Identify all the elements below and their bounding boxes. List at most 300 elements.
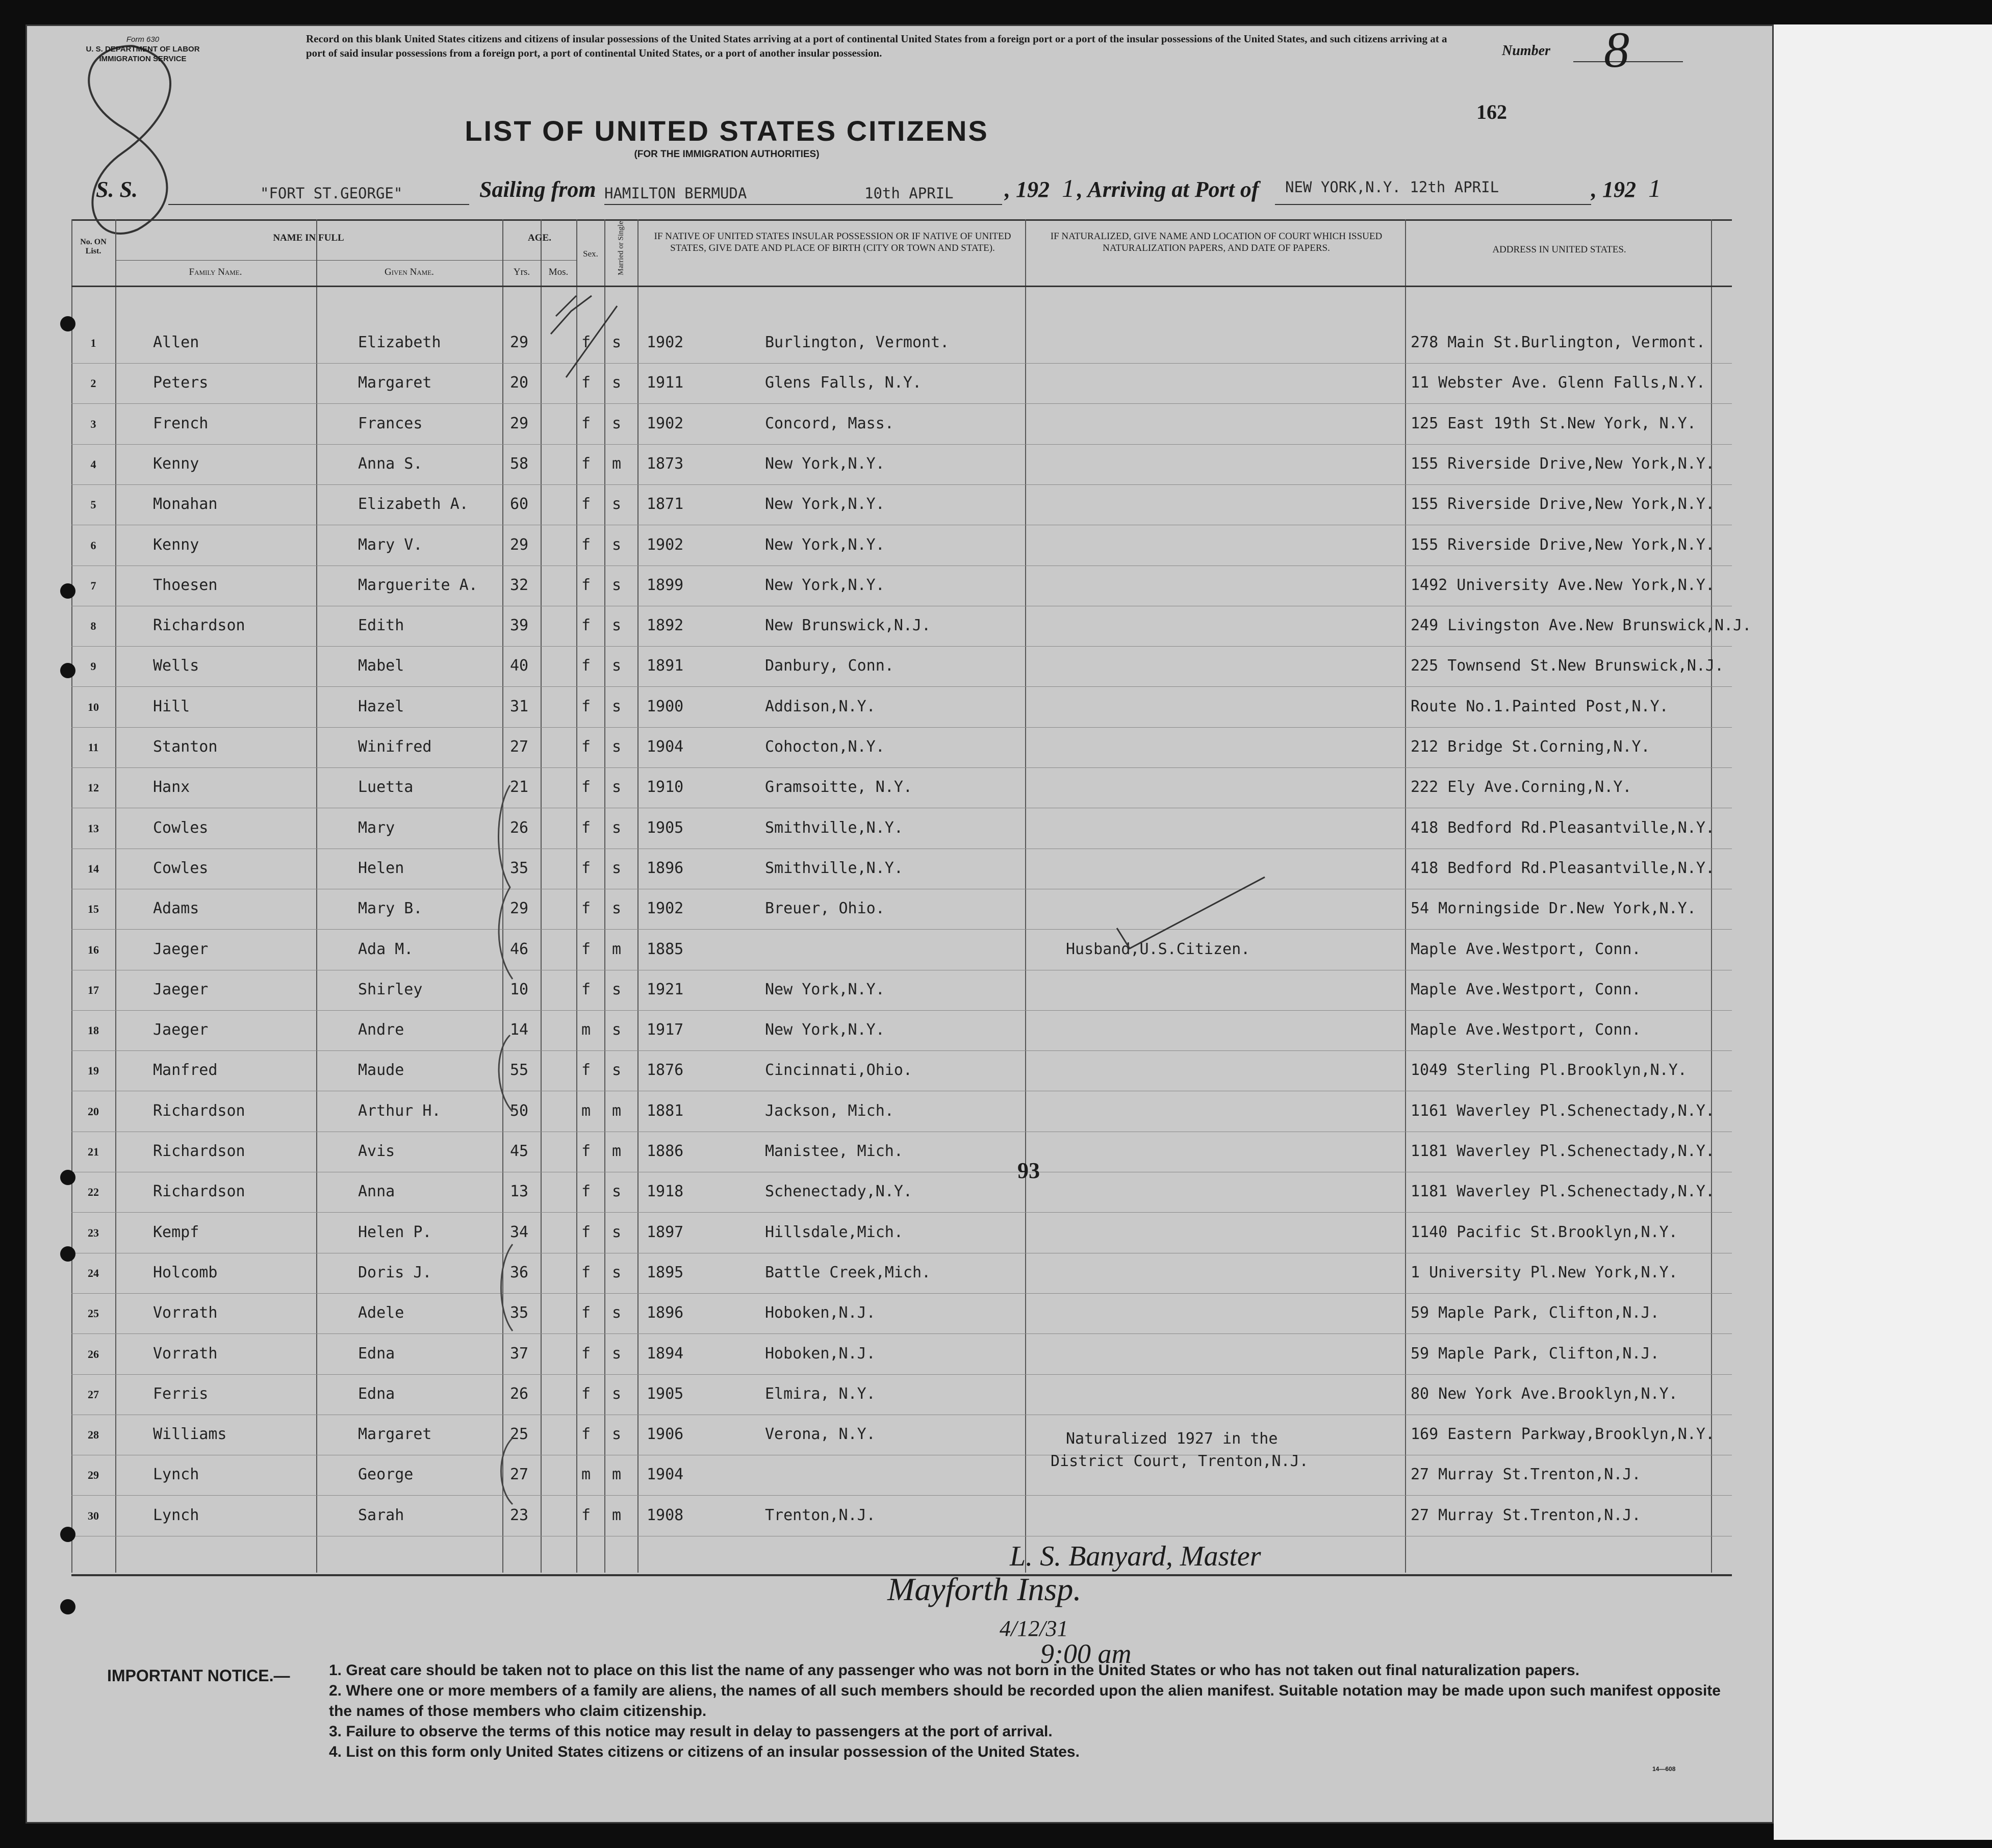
family-name: Thoesen — [153, 576, 218, 594]
birth-year: 1904 — [647, 738, 684, 756]
given-name: Ada M. — [358, 940, 414, 958]
row-number: 3 — [90, 417, 96, 430]
notice-label: IMPORTANT NOTICE.— — [107, 1666, 290, 1685]
marital-status: s — [612, 414, 622, 432]
row-number: 16 — [88, 943, 99, 956]
given-name: Adele — [358, 1304, 404, 1322]
sex: m — [581, 1101, 591, 1120]
family-name: Wells — [153, 657, 199, 675]
row-number: 5 — [90, 498, 96, 511]
birth-place: New York,N.Y. — [765, 495, 885, 514]
family-name: Williams — [153, 1425, 227, 1444]
marital-status: s — [612, 617, 622, 635]
form-instructions: Record on this blank United States citizens and citizens of insular possessions of the United States arriving at a port of continental United States from a foreign port or a port of the insular possessions of the United States, and such citizens arriving at a port of said insular possessions from a foreign port, a port of continental United States, or a port of another insular possession. — [306, 33, 1447, 59]
sex: f — [581, 1142, 591, 1160]
age-years: 32 — [510, 576, 529, 594]
departure-date: 10th APRIL — [864, 185, 954, 202]
birth-year: 1900 — [647, 697, 684, 715]
family-name: Vorrath — [153, 1344, 218, 1363]
marital-status: m — [612, 940, 622, 958]
family-name: Ferris — [153, 1384, 209, 1403]
sex: f — [581, 1223, 591, 1241]
sex: f — [581, 495, 591, 514]
ship-underline — [168, 204, 469, 205]
row-rule — [71, 1293, 1732, 1294]
year-prefix-2: , 192 — [1591, 177, 1636, 202]
age-subheader-divider — [502, 260, 576, 261]
age-years: 46 — [510, 940, 529, 958]
age-years: 58 — [510, 454, 529, 473]
age-years: 29 — [510, 414, 529, 432]
header-name-in-full: NAME IN FULL — [273, 233, 344, 243]
marital-status: m — [612, 1506, 622, 1524]
birth-place: New York,N.Y. — [765, 980, 885, 998]
marital-status: s — [612, 1183, 622, 1201]
row-number: 6 — [90, 538, 96, 552]
marital-status: s — [612, 333, 622, 351]
marital-status: s — [612, 859, 622, 877]
us-address: 222 Ely Ave.Corning,N.Y. — [1411, 778, 1632, 797]
family-name: Lynch — [153, 1466, 199, 1484]
marital-status: s — [612, 535, 622, 554]
birth-year: 1902 — [647, 900, 684, 918]
row-number: 30 — [88, 1509, 99, 1522]
us-address: 54 Morningside Dr.New York,N.Y. — [1411, 900, 1696, 918]
age-years: 10 — [510, 980, 529, 998]
birth-year: 1902 — [647, 535, 684, 554]
row-number: 19 — [88, 1064, 99, 1077]
us-address: 27 Murray St.Trenton,N.J. — [1411, 1506, 1641, 1524]
birth-year: 1885 — [647, 940, 684, 958]
binder-hole — [60, 583, 75, 599]
birth-year: 1904 — [647, 1466, 684, 1484]
sex: m — [581, 1466, 591, 1484]
us-address: Maple Ave.Westport, Conn. — [1411, 940, 1641, 958]
marital-status: s — [612, 1304, 622, 1322]
us-address: 59 Maple Park, Clifton,N.J. — [1411, 1344, 1659, 1363]
family-name: Peters — [153, 374, 209, 392]
arrival-port-date: NEW YORK,N.Y. 12th APRIL — [1285, 178, 1499, 196]
age-years: 27 — [510, 1466, 529, 1484]
col-divider — [1405, 219, 1406, 1573]
family-name: Hanx — [153, 778, 190, 797]
age-years: 20 — [510, 374, 529, 392]
given-name: Elizabeth — [358, 333, 441, 351]
notice-item-4: 4. List on this form only United States citizens or citizens of an insular possession of the United States. — [329, 1743, 1080, 1760]
header-sex: Sex. — [583, 249, 598, 259]
marital-status: s — [612, 495, 622, 514]
birth-year: 1899 — [647, 576, 684, 594]
age-years: 36 — [510, 1263, 529, 1281]
row-number: 24 — [88, 1266, 99, 1279]
marital-status: s — [612, 1425, 622, 1444]
sex: f — [581, 697, 591, 715]
row-number: 7 — [90, 579, 96, 592]
birth-year: 1881 — [647, 1101, 684, 1120]
given-name: Arthur H. — [358, 1101, 441, 1120]
given-name: Mary V. — [358, 535, 423, 554]
birth-place: Glens Falls, N.Y. — [765, 374, 922, 392]
family-name: Allen — [153, 333, 199, 351]
family-name: Richardson — [153, 1142, 245, 1160]
given-name: Luetta — [358, 778, 414, 797]
document-subtitle: (FOR THE IMMIGRATION AUTHORITIES) — [634, 149, 820, 160]
given-name: Anna — [358, 1183, 395, 1201]
sailing-underline — [604, 204, 1002, 205]
us-address: 1181 Waverley Pl.Schenectady,N.Y. — [1411, 1183, 1715, 1201]
given-name: Hazel — [358, 697, 404, 715]
birth-year: 1905 — [647, 818, 684, 837]
marital-status: m — [612, 1466, 622, 1484]
binder-hole — [60, 1170, 75, 1185]
birth-place: Cohocton,N.Y. — [765, 738, 885, 756]
birth-place: Breuer, Ohio. — [765, 900, 885, 918]
age-years: 37 — [510, 1344, 529, 1363]
family-name: Monahan — [153, 495, 218, 514]
family-name: Hill — [153, 697, 190, 715]
marital-status: s — [612, 1344, 622, 1363]
family-name: Jaeger — [153, 940, 209, 958]
age-years: 31 — [510, 697, 529, 715]
us-address: 1161 Waverley Pl.Schenectady,N.Y. — [1411, 1101, 1715, 1120]
given-name: Edna — [358, 1384, 395, 1403]
sex: f — [581, 900, 591, 918]
age-years: 60 — [510, 495, 529, 514]
row-number: 25 — [88, 1307, 99, 1320]
marital-status: s — [612, 818, 622, 837]
birth-place: Danbury, Conn. — [765, 657, 894, 675]
sex: f — [581, 940, 591, 958]
birth-place: New York,N.Y. — [765, 535, 885, 554]
marital-status: s — [612, 657, 622, 675]
marital-status: m — [612, 454, 622, 473]
given-name: Elizabeth A. — [358, 495, 469, 514]
us-address: 59 Maple Park, Clifton,N.J. — [1411, 1304, 1659, 1322]
birth-place: Hoboken,N.J. — [765, 1344, 876, 1363]
birth-place: Elmira, N.Y. — [765, 1384, 876, 1403]
family-name: Holcomb — [153, 1263, 218, 1281]
family-name: Cowles — [153, 859, 209, 877]
sex: f — [581, 414, 591, 432]
row-number: 28 — [88, 1428, 99, 1442]
ship-name: "FORT ST.GEORGE" — [260, 185, 403, 202]
us-address: 249 Livingston Ave.New Brunswick,N.J. — [1411, 617, 1752, 635]
sex: f — [581, 454, 591, 473]
sex: f — [581, 576, 591, 594]
us-address: 27 Murray St.Trenton,N.J. — [1411, 1466, 1641, 1484]
us-address: 1181 Waverley Pl.Schenectady,N.Y. — [1411, 1142, 1715, 1160]
given-name: Helen P. — [358, 1223, 432, 1241]
marital-status: s — [612, 1021, 622, 1039]
marital-status: s — [612, 1384, 622, 1403]
age-years: 29 — [510, 333, 529, 351]
arrival-underline — [1275, 204, 1591, 205]
row-rule — [71, 767, 1732, 768]
marital-status: s — [612, 900, 622, 918]
row-rule — [71, 403, 1732, 404]
arriving-label: , Arriving at Port of — [1077, 177, 1259, 202]
given-name: Marguerite A. — [358, 576, 478, 594]
marital-status: s — [612, 778, 622, 797]
row-rule — [71, 929, 1732, 930]
age-years: 27 — [510, 738, 529, 756]
sex: f — [581, 1304, 591, 1322]
service-name: IMMIGRATION SERVICE — [99, 55, 187, 63]
us-address: Maple Ave.Westport, Conn. — [1411, 980, 1641, 998]
birth-place: Burlington, Vermont. — [765, 333, 950, 351]
row-number: 2 — [90, 377, 96, 390]
form-number: Form 630 — [126, 35, 160, 44]
sex: f — [581, 778, 591, 797]
age-years: 45 — [510, 1142, 529, 1160]
row-number: 14 — [88, 862, 99, 875]
row-rule — [71, 646, 1732, 647]
row-number: 1 — [90, 337, 96, 349]
department-name: U. S. DEPARTMENT OF LABOR — [86, 45, 200, 54]
sex: f — [581, 333, 591, 351]
row-number: 29 — [88, 1469, 99, 1482]
us-address: Maple Ave.Westport, Conn. — [1411, 1021, 1641, 1039]
us-address: 1 University Pl.New York,N.Y. — [1411, 1263, 1678, 1281]
row-rule — [71, 1050, 1732, 1051]
birth-place: Cincinnati,Ohio. — [765, 1061, 912, 1080]
birth-place: Concord, Mass. — [765, 414, 894, 432]
us-address: 155 Riverside Drive,New York,N.Y. — [1411, 454, 1715, 473]
birth-year: 1896 — [647, 859, 684, 877]
header-divider — [71, 286, 1732, 287]
row-number: 23 — [88, 1226, 99, 1239]
row-number: 21 — [88, 1145, 99, 1158]
row-rule — [71, 1495, 1732, 1496]
row-rule — [71, 1010, 1732, 1011]
age-years: 50 — [510, 1101, 529, 1120]
header-address: ADDRESS IN UNITED STATES. — [1492, 244, 1626, 255]
age-years: 13 — [510, 1183, 529, 1201]
birth-year: 1906 — [647, 1425, 684, 1444]
family-name: Stanton — [153, 738, 218, 756]
naturalization-note: Husband,U.S.Citizen. — [1066, 940, 1250, 958]
marital-status: s — [612, 980, 622, 998]
age-years: 34 — [510, 1223, 529, 1241]
birth-place: Battle Creek,Mich. — [765, 1263, 931, 1281]
birth-place: Trenton,N.J. — [765, 1506, 876, 1524]
sex: f — [581, 859, 591, 877]
us-address: 1049 Sterling Pl.Brooklyn,N.Y. — [1411, 1061, 1687, 1080]
marital-status: s — [612, 1223, 622, 1241]
header-age: AGE. — [528, 233, 551, 243]
circled-eight-scribble — [61, 36, 204, 250]
year-digit-2: 1 — [1648, 174, 1661, 202]
birth-place: Smithville,N.Y. — [765, 859, 903, 877]
us-address: 418 Bedford Rd.Pleasantville,N.Y. — [1411, 859, 1715, 877]
family-name: Lynch — [153, 1506, 199, 1524]
birth-place: New York,N.Y. — [765, 454, 885, 473]
family-name: Manfred — [153, 1061, 218, 1080]
age-years: 29 — [510, 900, 529, 918]
sex: f — [581, 657, 591, 675]
year-digit-1: 1 — [1062, 174, 1075, 202]
given-name: Sarah — [358, 1506, 404, 1524]
header-yrs: Yrs. — [513, 267, 530, 277]
given-name: Doris J. — [358, 1263, 432, 1281]
marital-status: s — [612, 374, 622, 392]
age-years: 21 — [510, 778, 529, 797]
naturalization-checkmark — [1112, 872, 1275, 969]
family-name: Vorrath — [153, 1304, 218, 1322]
inspector-signature: Mayforth Insp. — [887, 1571, 1082, 1607]
age-years: 23 — [510, 1506, 529, 1524]
header-birth-place: IF NATIVE OF UNITED STATES INSULAR POSSESSION OR IF NATIVE OF UNITED STATES, GIVE DATE AND PLACE OF BIRTH (CITY OR TOWN AND STATE). — [654, 231, 1011, 253]
marital-status: m — [612, 1101, 622, 1120]
given-name: Mary — [358, 818, 395, 837]
row-number: 26 — [88, 1347, 99, 1361]
family-name: Kenny — [153, 454, 199, 473]
binder-hole — [60, 1527, 75, 1542]
given-name: Margaret — [358, 374, 432, 392]
sex: f — [581, 980, 591, 998]
row-number: 11 — [88, 741, 99, 754]
binder-hole — [60, 316, 75, 331]
given-name: Margaret — [358, 1425, 432, 1444]
us-address: 125 East 19th St.New York, N.Y. — [1411, 414, 1696, 432]
form-code: 14—608 — [1652, 1765, 1676, 1773]
given-name: Andre — [358, 1021, 404, 1039]
birth-year: 1891 — [647, 657, 684, 675]
age-years: 26 — [510, 1384, 529, 1403]
inspector-time: 9:00 am — [1040, 1638, 1132, 1669]
age-years: 40 — [510, 657, 529, 675]
sex: f — [581, 1344, 591, 1363]
us-address: 1140 Pacific St.Brooklyn,N.Y. — [1411, 1223, 1678, 1241]
sex: f — [581, 374, 591, 392]
family-name: French — [153, 414, 209, 432]
birth-year: 1908 — [647, 1506, 684, 1524]
birth-year: 1895 — [647, 1263, 684, 1281]
birth-year: 1918 — [647, 1183, 684, 1201]
page-stamp-number: 162 — [1476, 100, 1507, 123]
sex: f — [581, 818, 591, 837]
sailing-label: Sailing from — [479, 177, 596, 202]
given-name: Avis — [358, 1142, 395, 1160]
us-address: Route No.1.Painted Post,N.Y. — [1411, 697, 1669, 715]
given-name: Winifred — [358, 738, 432, 756]
birth-year: 1911 — [647, 374, 684, 392]
birth-year: 1876 — [647, 1061, 684, 1080]
family-name: Cowles — [153, 818, 209, 837]
sex: f — [581, 1425, 591, 1444]
us-address: 155 Riverside Drive,New York,N.Y. — [1411, 495, 1715, 514]
naturalized-note-line1: Naturalized 1927 in the — [1066, 1430, 1278, 1448]
given-name: Edith — [358, 617, 404, 635]
row-rule — [71, 363, 1732, 364]
birth-year: 1917 — [647, 1021, 684, 1039]
marital-status: s — [612, 697, 622, 715]
birth-year: 1897 — [647, 1223, 684, 1241]
row-number: 13 — [88, 822, 99, 835]
birth-year: 1910 — [647, 778, 684, 797]
row-rule — [71, 1212, 1732, 1213]
marital-status: m — [612, 1142, 622, 1160]
master-signature: L. S. Banyard, Master — [1010, 1541, 1261, 1572]
sex: m — [581, 1021, 591, 1039]
age-years: 14 — [510, 1021, 529, 1039]
naturalized-note-line2: District Court, Trenton,N.J. — [1051, 1452, 1309, 1470]
notice-item-1: 1. Great care should be taken not to place on this list the name of any passenger who was not born in the United States or who has not taken out final naturalization papers. — [329, 1662, 1580, 1679]
sex: f — [581, 535, 591, 554]
birth-place: Verona, N.Y. — [765, 1425, 876, 1444]
birth-place: Schenectady,N.Y. — [765, 1183, 912, 1201]
birth-year: 1902 — [647, 414, 684, 432]
sex: f — [581, 1384, 591, 1403]
birth-year: 1921 — [647, 980, 684, 998]
number-label: Number — [1502, 43, 1550, 59]
birth-year: 1896 — [647, 1304, 684, 1322]
family-name: Richardson — [153, 1101, 245, 1120]
name-subheader-divider — [115, 260, 502, 261]
row-rule — [71, 1374, 1732, 1375]
stamp-93: 93 — [1017, 1158, 1040, 1183]
age-years: 29 — [510, 535, 529, 554]
row-rule — [71, 484, 1732, 485]
page-margin-strip — [1774, 24, 1992, 1840]
birth-place: New Brunswick,N.J. — [765, 617, 931, 635]
us-address: 169 Eastern Parkway,Brooklyn,N.Y. — [1411, 1425, 1715, 1444]
birth-place: Hoboken,N.J. — [765, 1304, 876, 1322]
checkmark-column-scribbles — [490, 275, 694, 1525]
row-rule — [71, 686, 1732, 687]
family-name: Richardson — [153, 1183, 245, 1201]
row-rule — [71, 727, 1732, 728]
binder-hole — [60, 1246, 75, 1262]
row-rule — [71, 1333, 1732, 1334]
birth-place: Jackson, Mich. — [765, 1101, 894, 1120]
birth-place: Smithville,N.Y. — [765, 818, 903, 837]
col-divider — [115, 219, 116, 1573]
ss-label: S. S. — [96, 177, 138, 202]
row-rule — [71, 444, 1732, 445]
age-years: 26 — [510, 818, 529, 837]
header-given-name: Given Name. — [385, 267, 434, 277]
given-name: Anna S. — [358, 454, 423, 473]
age-years: 25 — [510, 1425, 529, 1444]
marital-status: s — [612, 1061, 622, 1080]
birth-place: Manistee, Mich. — [765, 1142, 903, 1160]
birth-place: Hillsdale,Mich. — [765, 1223, 903, 1241]
given-name: Helen — [358, 859, 404, 877]
col-divider — [1025, 219, 1026, 1573]
birth-year: 1905 — [647, 1384, 684, 1403]
given-name: Maude — [358, 1061, 404, 1080]
inspector-date: 4/12/31 — [1000, 1616, 1068, 1641]
us-address: 1492 University Ave.New York,N.Y. — [1411, 576, 1715, 594]
birth-year: 1892 — [647, 617, 684, 635]
birth-place: New York,N.Y. — [765, 1021, 885, 1039]
us-address: 278 Main St.Burlington, Vermont. — [1411, 333, 1705, 351]
birth-year: 1873 — [647, 454, 684, 473]
birth-place: Addison,N.Y. — [765, 697, 876, 715]
year-prefix-1: , 192 — [1005, 177, 1050, 202]
birth-place: Gramsoitte, N.Y. — [765, 778, 912, 797]
family-name: Adams — [153, 900, 199, 918]
row-number: 22 — [88, 1186, 99, 1199]
sex: f — [581, 617, 591, 635]
age-years: 35 — [510, 1304, 529, 1322]
header-family-name: Family Name. — [189, 267, 242, 277]
header-mos: Mos. — [548, 267, 569, 277]
row-number: 15 — [88, 903, 99, 916]
col-divider — [316, 219, 317, 1573]
row-number: 20 — [88, 1105, 99, 1118]
